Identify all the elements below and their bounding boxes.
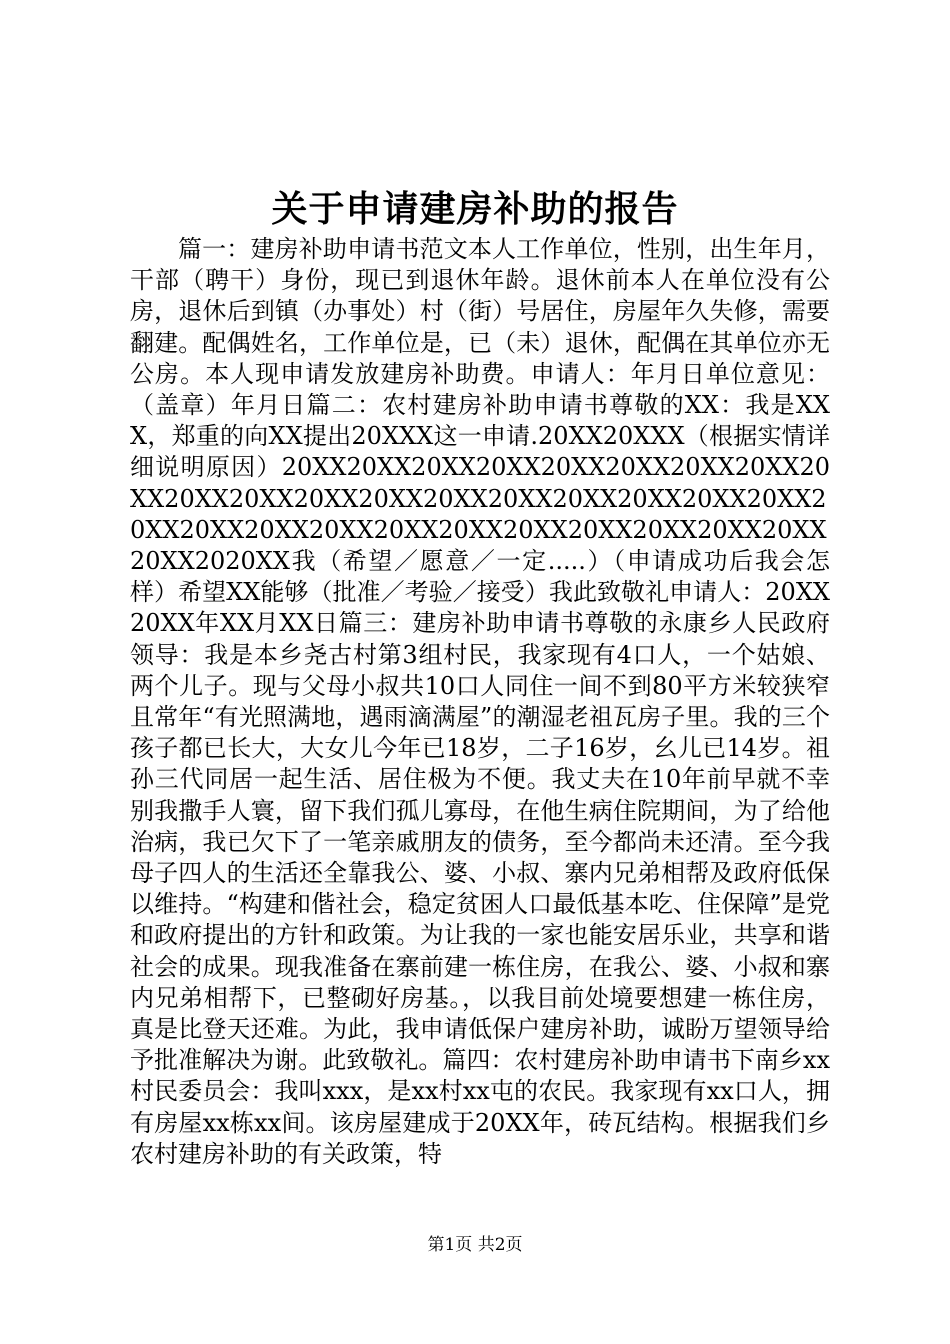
document-body-text: 篇一：建房补助申请书范文本人工作单位，性别，出生年月，干部（聘干）身份，现已到退休年龄。退休前本人在单位没有公房，退休后到镇（办事处）村（街）号居住，房屋年久失修，需要翻建。配偶姓名，工作单位是，已（未）退休，配偶在其单位亦无公房。本人现申请发放建房补助费。申请人：年月日单位意见：（盖章）年月日篇二：农村建房补助申请书尊敬的XX：我是XXX，郑重的向XX提出20XXX这一申请.20XX20XXX（根据实情详细说明原因）20XX20XX20XX20XX20XX20XX20XX20XX20XX20XX20XX20XX20XX20XX20XX20XX20XX20XX20XX20XX20XX20XX20XX20XX20XX20XX20XX20XX20XX20XX20XX2020XX我（希望／愿意／一定.....）（申请成功后我会怎样）希望XX能够（批准／考验／接受）我此致敬礼申请人：20XX20XX年XX月XX日篇三：建房补助申请书尊敬的永康乡人民政府领导：我是本乡尧古村第3组村民，我家现有4口人，一个姑娘、两个儿子。现与父母小叔共10口人同住一间不到80平方米较狭窄且常年“有光照满地，遇雨滴满屋”的潮湿老祖瓦房子里。我的三个孩子都已长大，大女儿今年已18岁，二子16岁，幺儿已14岁。祖孙三代同居一起生活、居住极为不便。我丈夫在10年前早就不幸别我撒手人寰，留下我们孤儿寡母，在他生病住院期间，为了给他治病，我已欠下了一笔亲戚朋友的债务，至今都尚未还清。至今我母子四人的生活还全靠我公、婆、小叔、寨内兄弟相帮及政府低保以维持。“构建和偕社会，稳定贫困人口最低基本吃、住保障”是党和政府提出的方针和政策。为让我的一家也能安居乐业，共享和谐社会的成果。现我准备在寨前建一栋住房，在我公、婆、小叔和寨内兄弟相帮下，已整砌好房基。，以我目前处境要想建一栋住房，真是比登天还难。为此，我申请低保户建房补助，诚盼万望领导给予批准解决为谢。此致敬礼。篇四：农村建房补助申请书下南乡xx村民委员会：我叫xxx，是xx村xx屯的农民。我家现有xx口人，拥有房屋xx栋xx间。该房屋建成于20XX年，砖瓦结构。根据我们乡农村建房补助的有关政策，特 — [130, 235, 830, 1168]
page-number-footer: 第1页 共2页 — [427, 1235, 523, 1255]
document-title: 关于申请建房补助的报告 — [271, 188, 679, 230]
